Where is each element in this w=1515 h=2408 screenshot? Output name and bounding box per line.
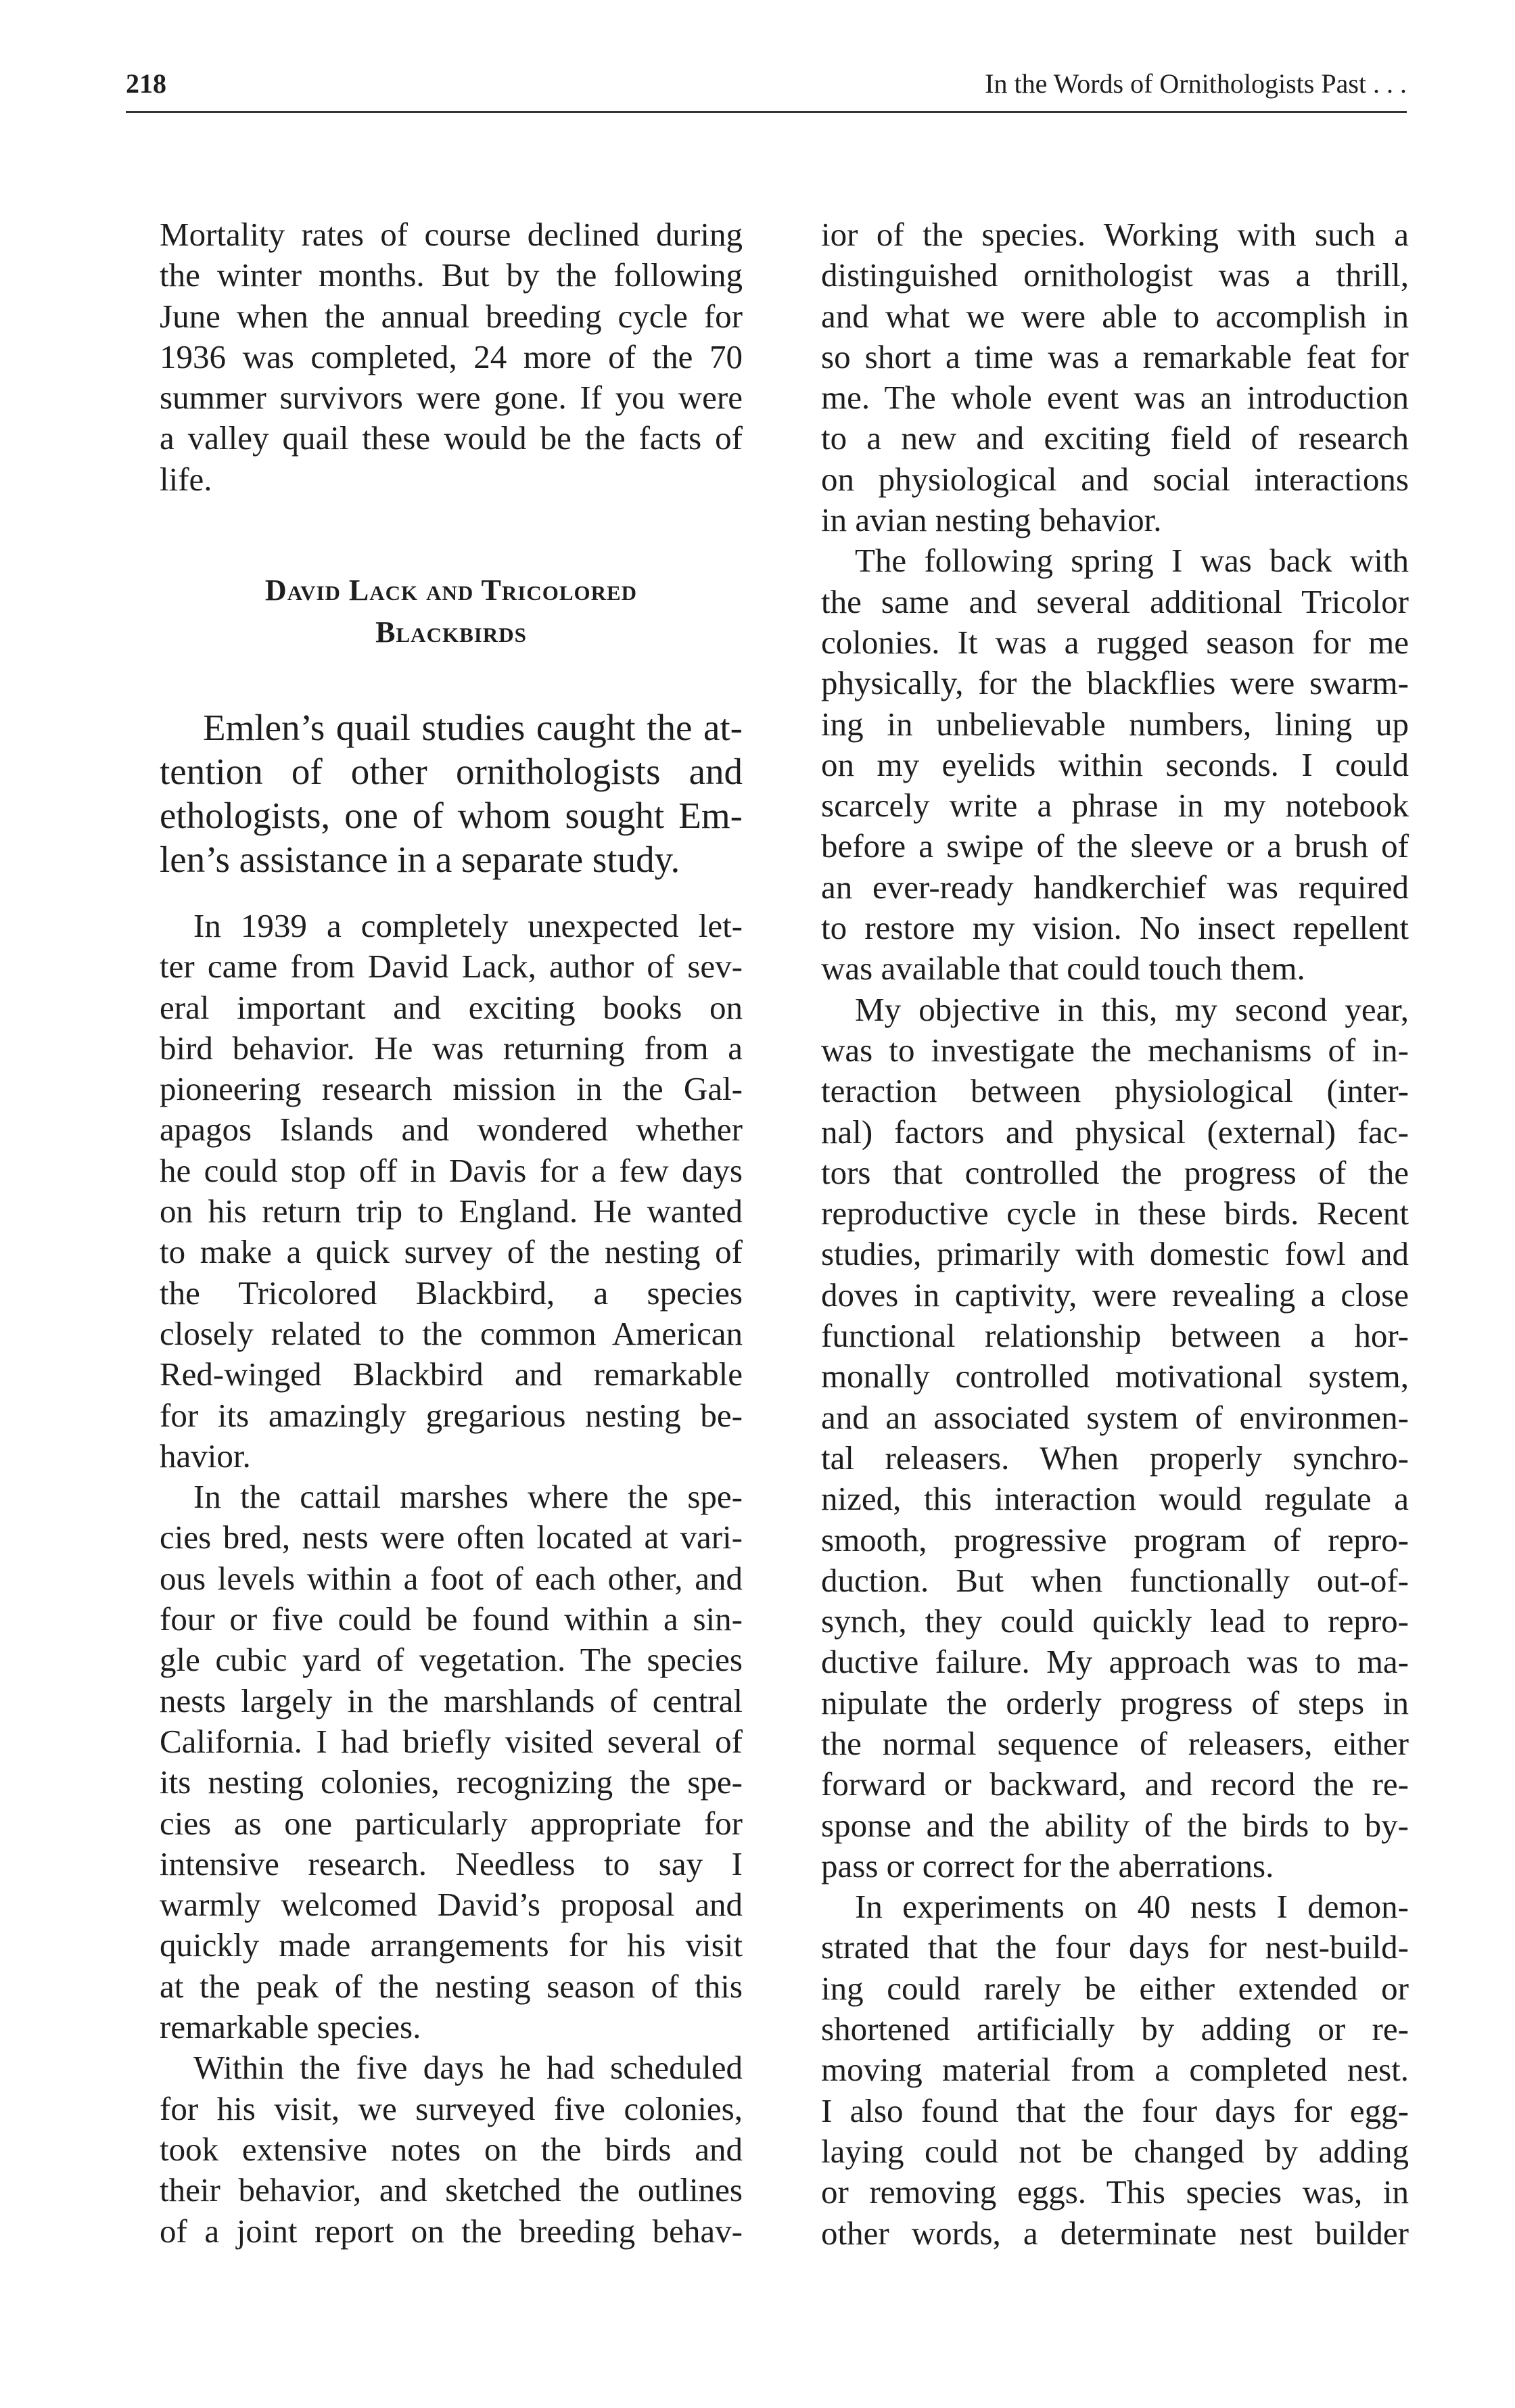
header-rule: [126, 111, 1407, 113]
text-line: In experiments on 40 nests I demon-: [855, 1888, 1409, 1926]
text-line: apagos Islands and wondered whether: [160, 1111, 743, 1149]
text-line: My objective in this, my second year,: [855, 990, 1409, 1028]
text-line: nipulate the orderly progress of steps in: [821, 1684, 1409, 1721]
text-line: the winter months. But by the following: [160, 256, 743, 294]
text-line: on his return trip to England. He wanted: [160, 1193, 743, 1230]
text-line: June when the annual breeding cycle for: [160, 297, 743, 335]
text-line: its nesting colonies, recognizing the spe-: [160, 1763, 743, 1801]
text-line: to restore my vision. No insect repellent: [821, 909, 1409, 947]
text-line: functional relationship between a hor-: [821, 1317, 1409, 1355]
text-line: reproductive cycle in these birds. Recent: [821, 1195, 1409, 1232]
text-line: and an associated system of environmen-: [821, 1398, 1409, 1436]
text-line: tal releasers. When properly synchro-: [821, 1439, 1409, 1477]
text-line: nal) factors and physical (external) fac-: [821, 1113, 1409, 1151]
text-line: took extensive notes on the birds and: [160, 2130, 743, 2168]
text-line: on physiological and social interactions: [821, 460, 1409, 498]
text-line: a valley quail these would be the facts of: [160, 419, 743, 457]
text-line: an ever-ready handkerchief was required: [821, 868, 1409, 906]
left-column-body: [160, 906, 743, 2252]
text-line: In 1939 a completely unexpected let-: [193, 907, 743, 944]
text-line: warmly welcomed David’s proposal and: [160, 1886, 743, 1924]
text-line: to make a quick survey of the nesting of: [160, 1233, 743, 1271]
text-line: strated that the four days for nest-build-: [821, 1928, 1409, 1966]
text-line: Within the five days he had scheduled: [193, 2049, 743, 2087]
text-line: The following spring I was back with: [855, 542, 1409, 580]
paragraph: [160, 214, 743, 500]
text-line: scarcely write a phrase in my notebook: [821, 787, 1409, 825]
text-line: havior.: [160, 1437, 251, 1475]
text-line: in avian nesting behavior.: [821, 501, 1162, 539]
text-line: nests largely in the marshlands of central: [160, 1682, 743, 1719]
text-line: tention of other ornithologists and: [160, 751, 743, 792]
section-heading-line: Blackbirds: [375, 616, 527, 649]
text-line: summer survivors were gone. If you were: [160, 379, 743, 417]
text-line: remarkable species.: [160, 2008, 421, 2046]
text-line: cies as one particularly appropriate for: [160, 1804, 743, 1842]
text-line: bird behavior. He was returning from a: [160, 1029, 743, 1067]
text-line: life.: [160, 460, 212, 498]
paragraph: [160, 1477, 743, 2047]
text-line: tors that controlled the progress of the: [821, 1153, 1409, 1191]
text-line: distinguished ornithologist was a thrill,: [821, 256, 1409, 294]
text-line: ous levels within a foot of each other, and: [160, 1559, 743, 1597]
right-column: [821, 214, 1409, 2254]
text-line: was available that could touch them.: [821, 950, 1305, 988]
text-line: sponse and the ability of the birds to by-: [821, 1806, 1409, 1844]
text-line: monally controlled motivational system,: [821, 1358, 1409, 1395]
text-line: I also found that the four days for egg-: [821, 2091, 1409, 2129]
text-line: on my eyelids within seconds. I could: [821, 745, 1409, 783]
text-line: colonies. It was a rugged season for me: [821, 623, 1409, 661]
text-line: ethologists, one of whom sought Em-: [160, 795, 743, 836]
text-line: Red-winged Blackbird and remarkable: [160, 1356, 743, 1393]
text-line: other words, a determinate nest builder: [821, 2214, 1409, 2252]
text-line: pass or correct for the aberrations.: [821, 1847, 1274, 1884]
paragraph: [821, 1886, 1409, 2254]
text-line: the Tricolored Blackbird, a species: [160, 1274, 743, 1312]
text-line: was to investigate the mechanisms of in-: [821, 1031, 1409, 1069]
text-line: the same and several additional Tricolor: [821, 582, 1409, 620]
text-line: ter came from David Lack, author of sev-: [160, 948, 743, 986]
paragraph: [160, 2047, 743, 2251]
text-line: forward or backward, and record the re-: [821, 1765, 1409, 1803]
text-line: he could stop off in Davis for a few days: [160, 1151, 743, 1189]
text-line: Mortality rates of course declined during: [160, 216, 743, 253]
text-line: moving material from a completed nest.: [821, 2051, 1409, 2089]
text-line: ing in unbelievable numbers, lining up: [821, 705, 1409, 743]
text-line: California. I had briefly visited several of: [160, 1722, 743, 1760]
section-heading: [160, 570, 743, 653]
text-line: ing could rarely be either extended or: [821, 1969, 1409, 2007]
text-line: for his visit, we surveyed five colonies,: [160, 2089, 743, 2127]
paragraph: [821, 990, 1409, 1887]
page-number: 218: [126, 68, 166, 99]
text-line: nized, this interaction would regulate a: [821, 1480, 1409, 1518]
text-line: doves in captivity, were revealing a close: [821, 1276, 1409, 1314]
text-line: of a joint report on the breeding behav-: [160, 2212, 743, 2250]
text-line: and what we were able to accomplish in: [821, 297, 1409, 335]
text-line: ductive failure. My approach was to ma-: [821, 1643, 1409, 1681]
intro-paragraph: [160, 705, 743, 881]
text-line: Emlen’s quail studies caught the at-: [203, 707, 743, 748]
text-line: the normal sequence of releasers, either: [821, 1724, 1409, 1762]
left-column-top: [160, 214, 743, 500]
text-line: their behavior, and sketched the outlines: [160, 2171, 743, 2209]
text-line: studies, primarily with domestic fowl and: [821, 1235, 1409, 1273]
text-line: at the peak of the nesting season of this: [160, 1967, 743, 2005]
text-line: gle cubic yard of vegetation. The species: [160, 1641, 743, 1679]
text-line: quickly made arrangements for his visit: [160, 1926, 743, 1964]
text-line: before a swipe of the sleeve or a brush of: [821, 827, 1409, 865]
text-line: so short a time was a remarkable feat for: [821, 338, 1409, 375]
paragraph: [160, 705, 743, 881]
running-title: In the Words of Ornithologists Past . . .: [985, 68, 1407, 99]
text-line: len’s assistance in a separate study.: [160, 839, 680, 880]
paragraph: [821, 540, 1409, 989]
text-line: for its amazingly gregarious nesting be-: [160, 1396, 743, 1434]
text-line: closely related to the common American: [160, 1314, 743, 1352]
text-line: intensive research. Needless to say I: [160, 1845, 743, 1882]
text-line: physically, for the blackflies were swarm-: [821, 664, 1409, 702]
text-line: 1936 was completed, 24 more of the 70: [160, 338, 743, 375]
paragraph: [160, 906, 743, 1477]
text-line: me. The whole event was an introduction: [821, 379, 1409, 417]
text-line: eral important and exciting books on: [160, 988, 743, 1026]
text-line: shortened artificially by adding or re-: [821, 2010, 1409, 2048]
text-line: synch, they could quickly lead to repro-: [821, 1602, 1409, 1640]
text-line: or removing eggs. This species was, in: [821, 2173, 1409, 2211]
text-line: pioneering research mission in the Gal-: [160, 1070, 743, 1108]
section-heading-line: David Lack and Tricolored: [264, 574, 638, 607]
text-line: In the cattail marshes where the spe-: [193, 1478, 743, 1516]
text-line: to a new and exciting field of research: [821, 419, 1409, 457]
text-line: duction. But when functionally out-of-: [821, 1561, 1409, 1599]
text-line: cies bred, nests were often located at vari-: [160, 1519, 743, 1556]
paragraph: [821, 214, 1409, 540]
text-line: four or five could be found within a sin-: [160, 1600, 743, 1638]
text-line: teraction between physiological (inter-: [821, 1072, 1409, 1110]
text-line: laying could not be changed by adding: [821, 2132, 1409, 2170]
text-line: ior of the species. Working with such a: [821, 216, 1409, 253]
text-line: smooth, progressive program of repro-: [821, 1521, 1409, 1558]
